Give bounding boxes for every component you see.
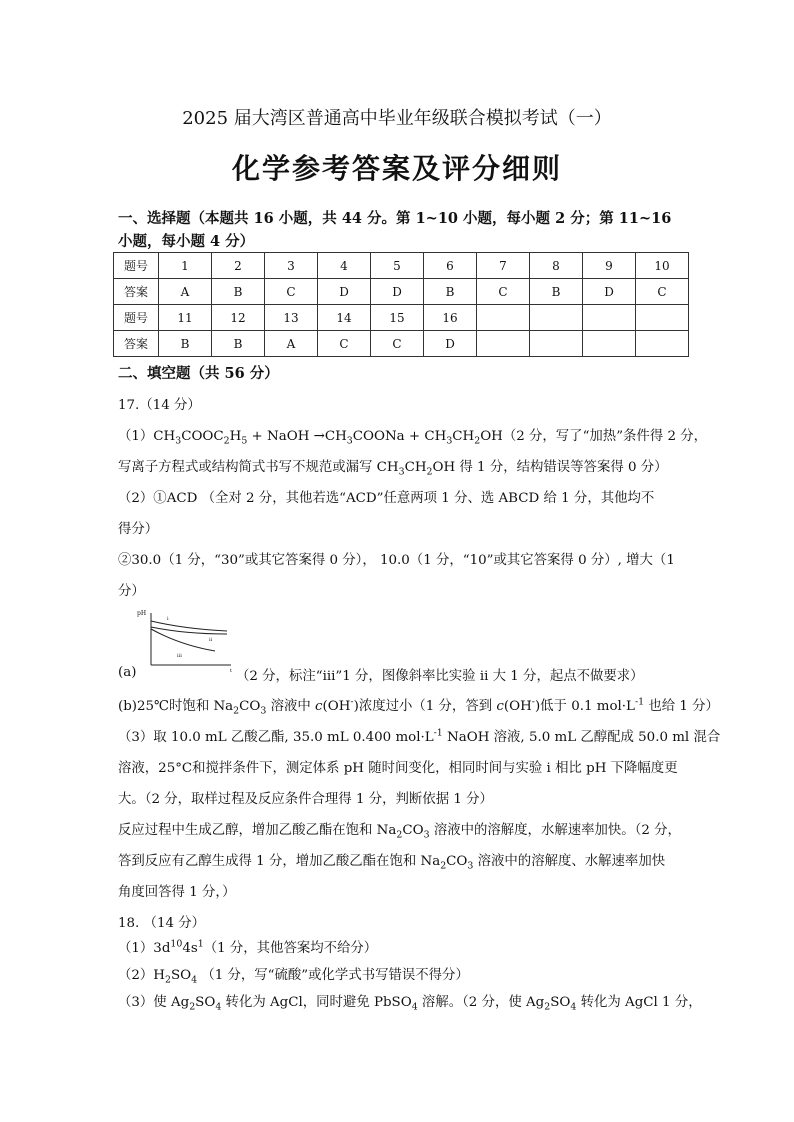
- q17-part3-line3: 大。（2 分，取样过程及反应条件合理得 1 分，判断依据 1 分）: [118, 792, 493, 807]
- table-cell: [583, 331, 636, 357]
- table-cell: 10: [636, 253, 689, 279]
- q17-b-line: (b)25℃时饱和 $Na_2CO_3$ 溶液中 c(OH-)浓度过小（1 分，答到 c(OH-)低于 0.1 $mol\cdot L^{-1}$ 也给 1 分）: [118, 696, 719, 717]
- q18-part3: （3）使 $Ag_2SO_4$ 转化为 AgCl，同时避免 PbSO$_4$ 溶解。（2 分，使 $Ag_2SO_4$ 转化为 AgCl 1 分，: [118, 995, 702, 1013]
- table-cell: 16: [424, 305, 477, 331]
- q17-header: 17.（14 分）: [118, 398, 201, 413]
- table-cell: 8: [530, 253, 583, 279]
- table-cell: 1: [159, 253, 212, 279]
- table-cell: 13: [265, 305, 318, 331]
- table-cell: [477, 305, 530, 331]
- table-cell: B: [530, 279, 583, 305]
- table-cell: 11: [159, 305, 212, 331]
- table-cell: 5: [371, 253, 424, 279]
- table-cell: [530, 305, 583, 331]
- table-cell: A: [265, 331, 318, 357]
- exam-title: 2025 届大湾区普通高中毕业年级联合模拟考试（一）: [182, 108, 612, 129]
- table-cell: 9: [583, 253, 636, 279]
- table-cell: C: [477, 279, 530, 305]
- q17-reason-line1: 反应过程中生成乙醇，增加乙酸乙酯在饱和 $Na_2CO_3$ 溶液中的溶解度，水解速率加快。（2 分，: [118, 823, 681, 841]
- table-cell: 4: [318, 253, 371, 279]
- table-row-label: 题号: [114, 253, 159, 279]
- table-cell: 12: [212, 305, 265, 331]
- table-cell: [636, 305, 689, 331]
- table-cell: [477, 331, 530, 357]
- table-cell: C: [636, 279, 689, 305]
- q17-a-prefix: (a): [118, 665, 137, 680]
- table-cell: C: [371, 331, 424, 357]
- table-cell: [636, 331, 689, 357]
- table-cell: 15: [371, 305, 424, 331]
- table-row-label: 答案: [114, 279, 159, 305]
- q17-a-text: （2 分，标注“iii”1 分，图像斜率比实验 ii 大 1 分，起点不做要求）: [236, 669, 644, 684]
- table-cell: D: [318, 279, 371, 305]
- table-cell: B: [212, 279, 265, 305]
- table-cell: 6: [424, 253, 477, 279]
- section1-heading-line2: 小题，每小题 4 分）: [118, 233, 255, 250]
- q17-reason-line2: 答到反应有乙醇生成得 1 分，增加乙酸乙酯在饱和 $Na_2CO_3$ 溶液中的溶解度、水解速率加快: [118, 854, 666, 872]
- doc-subtitle: 化学参考答案及评分细则: [231, 152, 562, 185]
- q17-part2-line1: （2）①ACD （全对 2 分，其他若选“ACD”任意两项 1 分、选 ABCD 给 1 分，其他均不: [118, 491, 655, 506]
- q17-part1-line2: 写离子方程式或结构简式书写不规范或漏写 $CH_3CH_2OH$ 得 1 分，结构错误等答案得 0 分）: [118, 460, 668, 478]
- label-iii: iii: [177, 653, 182, 659]
- q18-part1: $(1)3d^{10}4s^1(1$ 分，其他答案均不给分）: [118, 938, 378, 956]
- q17-reason-line3: 角度回答得 1 分，）: [118, 885, 236, 900]
- table-cell: D: [583, 279, 636, 305]
- q18-part2: $(2)H_2SO_4$ （1 分，写“硫酸”或化学式书写错误不得分）: [118, 968, 469, 986]
- table-cell: B: [159, 331, 212, 357]
- label-ii: ii: [209, 637, 213, 643]
- ph-time-graph: [135, 607, 235, 673]
- answer-table: [113, 252, 689, 357]
- table-row: [114, 331, 689, 357]
- q18-header: 18. （14 分）: [118, 916, 206, 931]
- table-cell: C: [265, 279, 318, 305]
- table-row: [114, 305, 689, 331]
- table-cell: D: [424, 331, 477, 357]
- section2-heading: 二、填空题（共 56 分）: [118, 365, 279, 382]
- table-cell: [583, 305, 636, 331]
- table-cell: A: [159, 279, 212, 305]
- label-i: i: [167, 616, 169, 622]
- q17-part2b-line1: ②30.0（1 分，“30”或其它答案得 0 分）， 10.0（1 分，“10”或其它答案得 0 分）, 增大（1: [118, 553, 675, 568]
- q17-part3-line1: （3）取 10.0 mL 乙酸乙酯, 35.0 mL 0.400 $mol\cdot L^{-1}$ NaOH 溶液, 5.0 mL 乙醇配成 50.0 ml 混合: [118, 727, 721, 745]
- q17-part3-line2: 溶液，25°C和搅拌条件下，测定体系 pH 随时间变化，相同时间与实验 i 相比 pH 下降幅度更: [118, 761, 678, 776]
- q17-part2b-line2: 分）: [118, 584, 145, 599]
- graph-ylabel: pH: [137, 610, 147, 617]
- table-cell: B: [424, 279, 477, 305]
- graph-xlabel: t: [230, 668, 233, 673]
- table-cell: 7: [477, 253, 530, 279]
- table-cell: D: [371, 279, 424, 305]
- q17-part1-line1: $(1)CH_3COOC_2H_5$ + NaOH $\to CH_3COONa + CH_3CH_2OH(2$ 分，写了“加热”条件得 2 分，: [118, 429, 708, 447]
- table-cell: B: [212, 331, 265, 357]
- table-cell: [530, 331, 583, 357]
- table-row: [114, 279, 689, 305]
- table-cell: C: [318, 331, 371, 357]
- table-row-label: 题号: [114, 305, 159, 331]
- table-cell: 3: [265, 253, 318, 279]
- q17-part2-line2: 得分）: [118, 522, 159, 537]
- table-row-label: 答案: [114, 331, 159, 357]
- table-row: [114, 253, 689, 279]
- table-cell: 14: [318, 305, 371, 331]
- section1-heading-line1: 一、选择题（本题共 16 小题，共 44 分。第 1~10 小题，每小题 2 分；第 11~16: [118, 210, 672, 227]
- table-cell: 2: [212, 253, 265, 279]
